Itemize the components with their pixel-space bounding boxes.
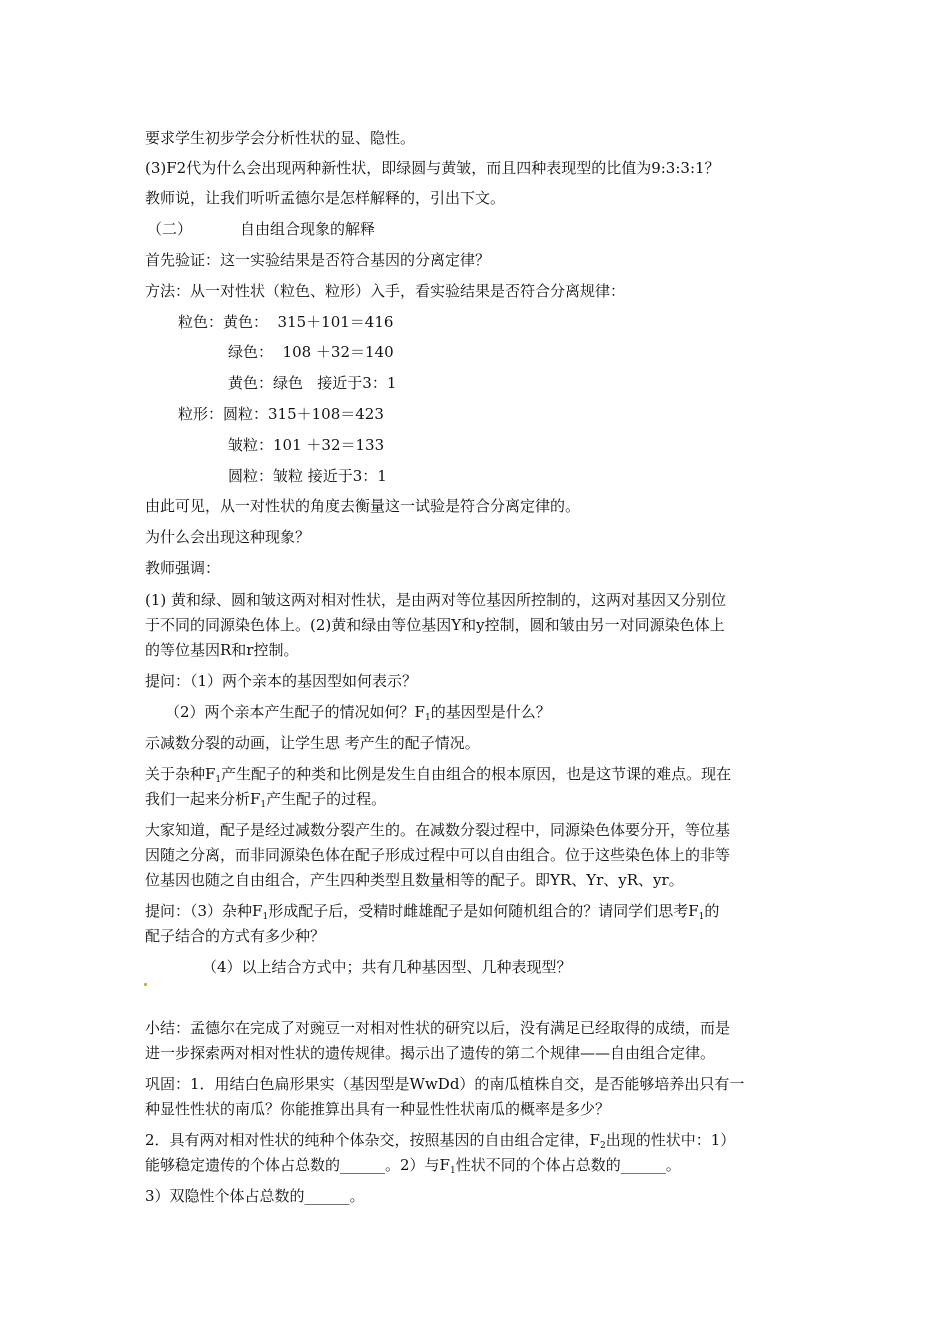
text-line: 种显性性状的南瓜？你能推算出具有一种显性性状南瓜的概率是多少？ bbox=[145, 1100, 611, 1118]
text-line: 进一步探索两对相对性状的遗传规律。揭示出了遗传的第二个规律——自由组合定律。 bbox=[145, 1044, 716, 1062]
text-line: 教师说，让我们听听孟德尔是怎样解释的，引出下文。 bbox=[145, 189, 506, 207]
text-line: 教师强调： bbox=[145, 559, 221, 577]
text-line: 的等位基因R和r控制。 bbox=[145, 641, 299, 659]
text-line: 粒色：黄色： 315＋101＝416 bbox=[178, 313, 394, 331]
text-line: 首先验证：这一实验结果是否符合基因的分离定律？ bbox=[145, 251, 491, 269]
text-line: 大家知道，配子是经过减数分裂产生的。在减数分裂过程中，同源染色体要分开，等位基 bbox=[145, 821, 731, 839]
text-line: (3)F2代为什么会出现两种新性状，即绿圆与黄皱，而且四种表现型的比值为9:3:3:1？ bbox=[145, 159, 720, 177]
text-line: 粒形：圆粒：315＋108＝423 bbox=[178, 405, 384, 423]
text-line: 为什么会出现这种现象？ bbox=[145, 528, 311, 546]
text-line: (1) 黄和绿、圆和皱这两对相对性状，是由两对等位基因所控制的，这两对基因又分别位 bbox=[145, 591, 727, 609]
text-line: 小结：孟德尔在完成了对豌豆一对相对性状的研究以后，没有满足已经取得的成绩，而是 bbox=[145, 1019, 731, 1037]
text-line: 关于杂种$F_1$产生配子的种类和比例是发生自由组合的根本原因，也是这节课的难点。现在 bbox=[145, 765, 732, 785]
text-line: 因随之分离，而非同源染色体在配子形成过程中可以自由组合。位于这些染色体上的非等 bbox=[145, 846, 731, 864]
text-line: （4）以上结合方式中；共有几种基因型、几种表现型？ bbox=[202, 958, 572, 976]
text-line: 要求学生初步学会分析性状的显、隐性。 bbox=[145, 129, 416, 147]
text-line: 于不同的同源染色体上。(2)黄和绿由等位基因Y和y控制，圆和皱由另一对同源染色体上 bbox=[145, 616, 725, 634]
text-line: 提问：（3）杂种$F_1$形成配子后，受精时雌雄配子是如何随机组合的？请同学们思考$F_1$的 bbox=[145, 902, 720, 922]
text-line: 配子结合的方式有多少种？ bbox=[145, 927, 326, 945]
text-line: （2）两个亲本产生配子的情况如何？$F_1$的基因型是什么？ bbox=[165, 703, 551, 723]
text-line: 2．具有两对相对性状的纯种个体杂交，按照基因的自由组合定律，$F_2$出现的性状中：1） bbox=[145, 1131, 736, 1151]
text-line: 示减数分裂的动画，让学生思 考产生的配子情况。 bbox=[145, 734, 480, 752]
text-line: 提问：（1）两个亲本的基因型如何表示？ bbox=[145, 672, 418, 690]
section-number: （二） bbox=[147, 220, 193, 238]
text-line: 3）双隐性个体占总数的______。 bbox=[145, 1187, 365, 1205]
text-line: 能够稳定遗传的个体占总数的______。2）与$F_1$性状不同的个体占总数的______。 bbox=[145, 1156, 681, 1176]
text-line: 圆粒：皱粒 接近于3：1 bbox=[228, 467, 387, 485]
text-line: 皱粒：101 ＋32＝133 bbox=[228, 436, 385, 454]
text-line: 绿色： 108 ＋32＝140 bbox=[228, 343, 394, 361]
text-line: 由此可见，从一对性状的角度去衡量这一试验是符合分离定律的。 bbox=[145, 497, 581, 515]
text-line: 位基因也随之自由组合，产生四种类型且数量相等的配子。即YR、Yr、yR、yr。 bbox=[145, 871, 684, 889]
text-line: 黄色：绿色 接近于3：1 bbox=[228, 374, 397, 392]
text-line: 方法：从一对性状（粒色、粒形）入手，看实验结果是否符合分离规律： bbox=[145, 282, 626, 300]
text-line: 我们一起来分析$F_1$产生配子的过程。 bbox=[145, 790, 387, 810]
section-heading: 自由组合现象的解释 bbox=[240, 220, 376, 238]
text-line: 巩固：1．用结白色扁形果实（基因型是WwDd）的南瓜植株自交，是否能够培养出只有一 bbox=[145, 1075, 745, 1093]
stray-mark bbox=[144, 983, 147, 986]
